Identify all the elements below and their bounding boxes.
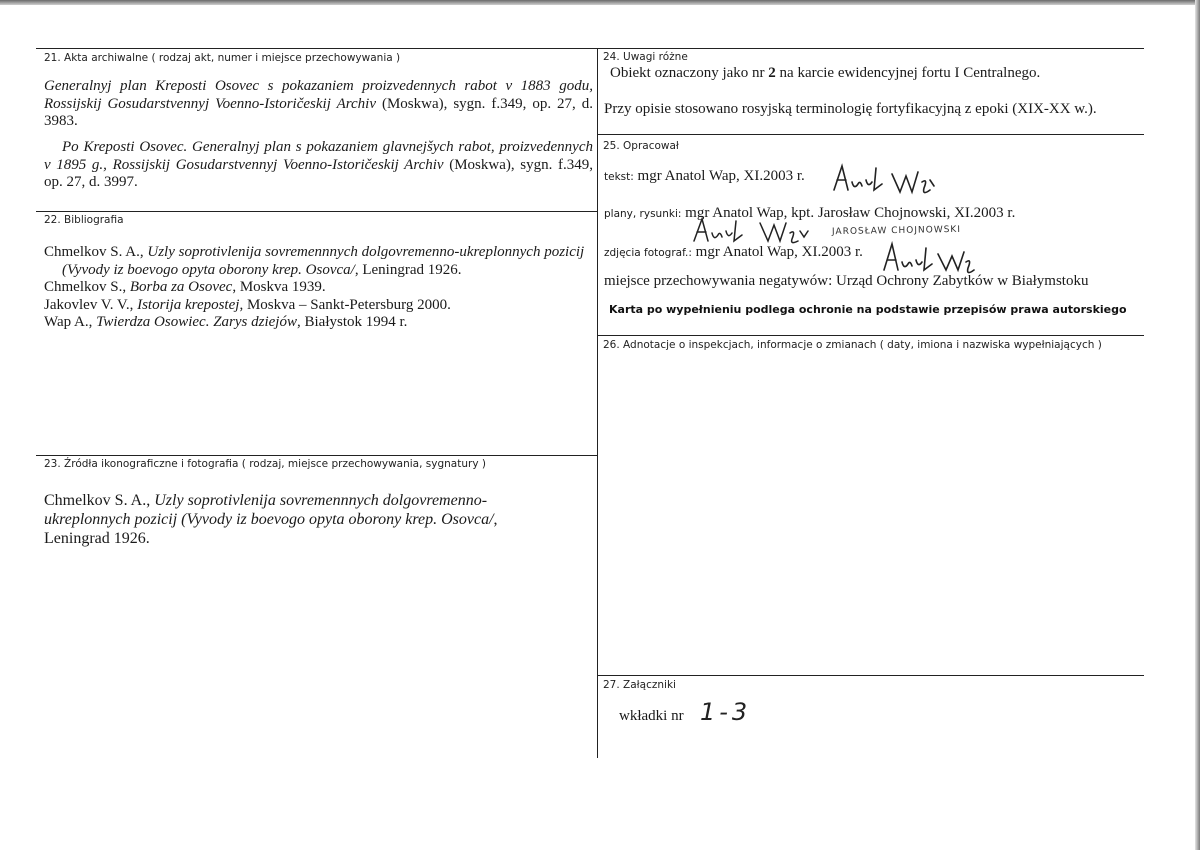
bibliography-item: Jakovlev V. V., Istorija krepostej, Moskva – Sankt-Petersburg 2000. [44, 296, 451, 313]
signature-chojnowski: JAROSŁAW CHOJNOWSKI [831, 224, 962, 238]
author-text-line: tekst: mgr Anatol Wap, XI.2003 r. [604, 168, 805, 184]
section-27-label: 27. Załączniki [603, 679, 676, 691]
remark-line-1: Obiekt oznaczony jako nr 2 na karcie ewidencyjnej fortu I Centralnego. [610, 65, 1041, 81]
signature-wap-2 [690, 215, 820, 245]
attachments-number-handwritten: 1-3 [700, 698, 752, 726]
rule-22 [36, 211, 598, 212]
remark-line-2: Przy opisie stosowano rosyjską terminologię fortyfikacyjną z epoki (XIX-XX w.). [604, 101, 1097, 117]
archive-entry-2 [44, 139, 593, 192]
archive-entry-2-ref: (Moskwa), sygn. f.349, op. 27, d. 3997. [44, 156, 593, 190]
rule-25 [597, 134, 1144, 135]
section-25-label: 25. Opracował [603, 140, 679, 152]
section-22-label: 22. Bibliografia [44, 214, 124, 226]
bibliography-item: Wap A., Twierdza Osowiec. Zarys dziejów, Białystok 1994 r. [44, 314, 408, 330]
author-plans-line: plany, rysunki: mgr Anatol Wap, kpt. Jarosław Chojnowski, XI.2003 r. [604, 205, 1016, 221]
archive-entry-2-title: Po Kreposti Osovec. Generalnyj plan s pokazaniem glavnejšych rabot, proizvedennych v 1895 g., Rossijskij Gosudarstvennyj Voenno-Istoričeskij Archiv [44, 139, 593, 173]
bibliography-item: Chmelkov S., Borba za Osovec, Moskva 1939. [44, 279, 326, 295]
iconographic-source: Chmelkov S. A., Uzly soprotivlenija sovremennnych dolgovremenno-ukreplonnych pozicij (Vyvody iz boevogo opyta oborony krep. Osovca/, Leningrad 1926. [44, 492, 498, 547]
copyright-note: Karta po wypełnieniu podlega ochronie na podstawie przepisów prawa autorskiego [609, 303, 1127, 316]
attachments-label: wkładki nr [619, 708, 684, 724]
signature-wap-1 [830, 160, 940, 200]
scan-right-edge [1195, 0, 1200, 850]
signature-wap-3 [880, 238, 980, 278]
archive-entry-1-ref: (Moskwa), sygn. f.349, op. 27, d. 3983. [44, 95, 593, 129]
section-24-label: 24. Uwagi różne [603, 51, 688, 63]
archive-entry-1 [44, 78, 593, 131]
bibliography-list [44, 244, 593, 332]
rule-27 [597, 675, 1144, 676]
scan-top-edge [0, 0, 1200, 5]
rule-26 [597, 335, 1144, 336]
negatives-location: miejsce przechowywania negatywów: Urząd Ochrony Zabytków w Białymstoku [604, 273, 1089, 289]
section-26-label: 26. Adnotacje o inspekcjach, informacje o zmianach ( daty, imiona i nazwiska wypełniających ) [603, 339, 1102, 351]
top-rule [36, 48, 1144, 49]
section-23-label: 23. Źródła ikonograficzne i fotografia ( rodzaj, miejsce przechowywania, sygnatury ) [44, 458, 486, 470]
author-photos-line: zdjęcia fotograf.: mgr Anatol Wap, XI.2003 r. [604, 244, 863, 260]
bibliography-item: Chmelkov S. A., Uzly soprotivlenija sovremennnych dolgovremenno-ukreplonnych pozicij (Vyvody iz boevogo opyta oborony krep. Osovca/, Leningrad 1926. [44, 244, 585, 278]
rule-23 [36, 455, 598, 456]
center-divider [597, 48, 598, 758]
section-21-label: 21. Akta archiwalne ( rodzaj akt, numer i miejsce przechowywania ) [44, 52, 401, 64]
archive-entry-1-title: Generalnyj plan Kreposti Osovec s pokazaniem proizvedennych rabot v 1883 godu, Rossijskij Gosudarstvennyj Voenno-Istoričeskij Archiv [44, 78, 593, 112]
